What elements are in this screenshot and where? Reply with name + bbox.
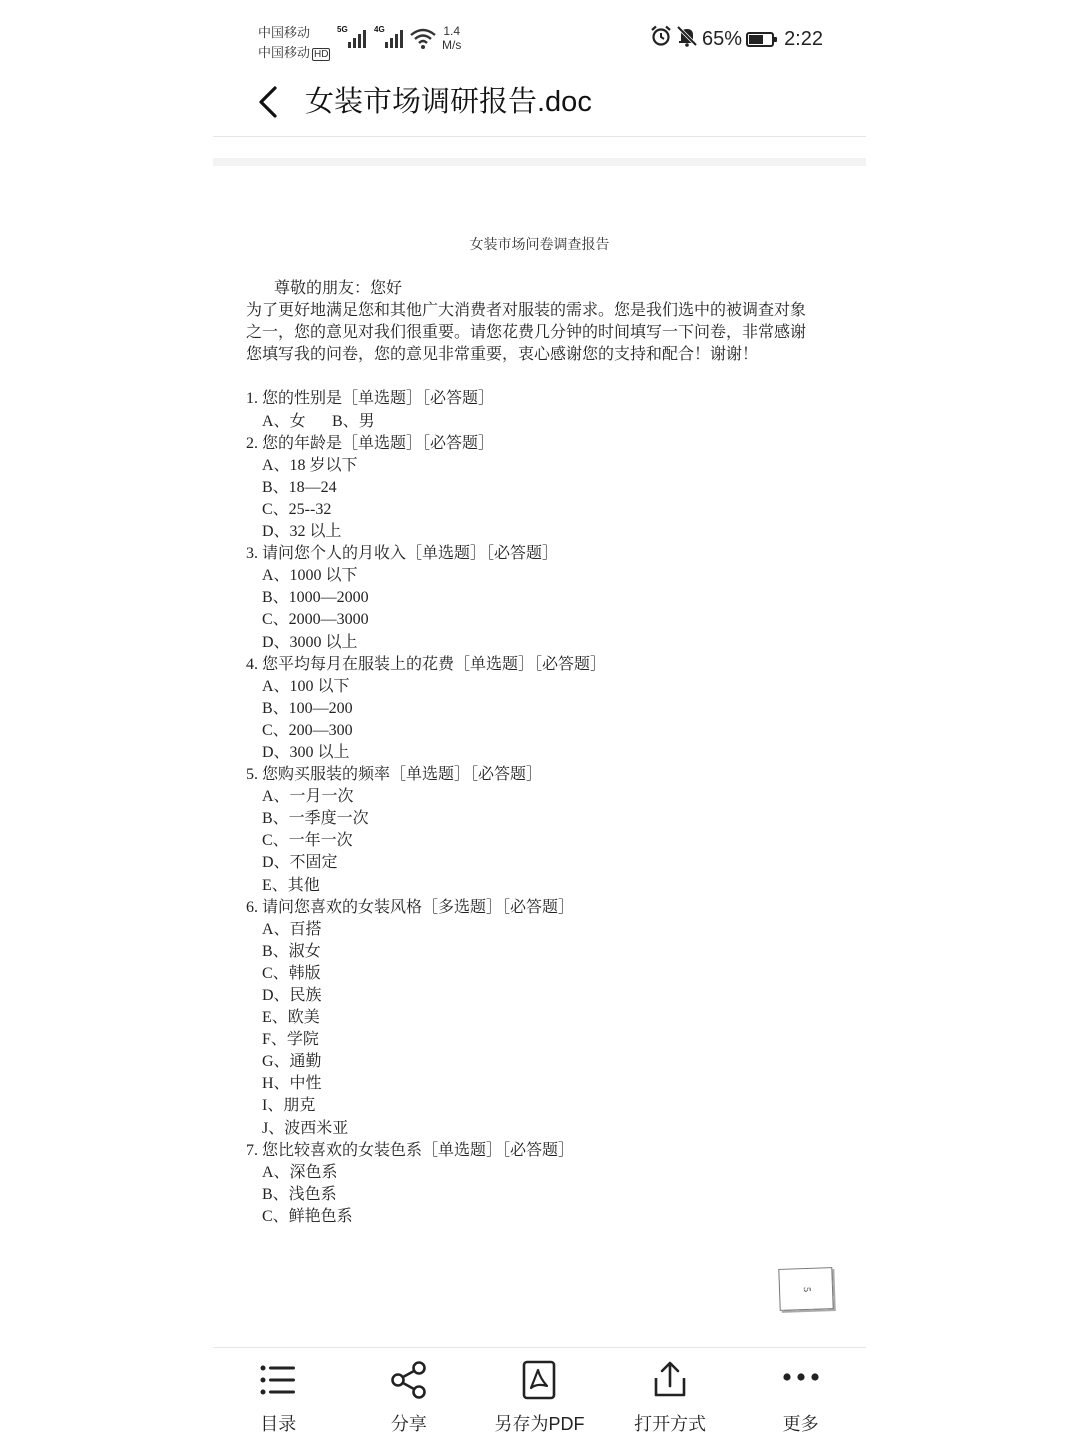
signal-2-icon — [374, 25, 405, 55]
option: D、3000 以上 — [262, 633, 358, 651]
share-button[interactable] — [344, 1348, 475, 1441]
option: C、鲜艳色系 — [262, 1207, 353, 1225]
toc-label: 目录 — [260, 1414, 297, 1434]
option: H、中性 — [262, 1075, 322, 1093]
question-6-title: 6. 请问您喜欢的女装风格［多选题］［必答题］ — [246, 898, 575, 916]
carrier-2-label: 中国移动 — [258, 45, 311, 60]
document-page[interactable] — [213, 166, 866, 1346]
document-body — [246, 278, 846, 1228]
page-number: 5 — [800, 1286, 812, 1292]
speed-unit: M/s — [442, 38, 462, 52]
share-icon — [389, 1360, 429, 1400]
bottom-toolbar — [213, 1347, 866, 1441]
option: A、100 以下 — [262, 677, 350, 695]
hd-badge: HD — [314, 49, 329, 60]
phone-screen — [213, 0, 866, 1440]
carrier-1: 中国移动 — [258, 25, 311, 40]
option: C、2000—3000 — [262, 611, 369, 629]
pdf-icon — [519, 1360, 559, 1400]
question-1-options — [246, 411, 846, 433]
option: A、1000 以下 — [262, 567, 358, 585]
signal-2-label: 4G — [374, 25, 385, 34]
battery-icon — [746, 32, 774, 47]
speed-value: 1.4 — [443, 24, 461, 38]
option: B、男 — [332, 412, 375, 430]
mute-bell-icon — [676, 25, 698, 53]
option: B、100—200 — [262, 699, 353, 717]
option: E、其他 — [262, 876, 320, 894]
toc-button[interactable] — [213, 1348, 344, 1441]
option: A、百搭 — [262, 920, 322, 938]
list-icon — [258, 1360, 298, 1400]
option: C、一年一次 — [262, 832, 353, 850]
more-button[interactable] — [735, 1348, 866, 1441]
status-bar — [213, 0, 866, 70]
title-bar — [213, 72, 866, 137]
option: C、25--32 — [262, 500, 332, 518]
option: B、浅色系 — [262, 1185, 337, 1203]
question-3-title: 3. 请问您个人的月收入［单选题］［必答题］ — [246, 545, 559, 563]
more-dots-icon — [781, 1360, 821, 1400]
option: A、深色系 — [262, 1163, 338, 1181]
greeting: 尊敬的朋友：您好 — [274, 280, 403, 297]
option: D、民族 — [262, 987, 322, 1004]
question-1-title: 1. 您的性别是［单选题］［必答题］ — [246, 390, 495, 408]
option: D、不固定 — [262, 854, 338, 872]
more-label: 更多 — [782, 1414, 819, 1434]
page-separator — [213, 158, 866, 166]
back-button[interactable] — [253, 82, 283, 122]
question-5-title: 5. 您购买服装的频率［单选题］［必答题］ — [246, 766, 543, 784]
option: C、200—300 — [262, 721, 353, 739]
option: B、1000—2000 — [262, 589, 369, 607]
page-number-badge — [778, 1267, 833, 1311]
clock: 2:22 — [784, 27, 823, 50]
open-with-label: 打开方式 — [634, 1414, 707, 1434]
signal-1-label: 5G — [337, 25, 348, 34]
option: B、一季度一次 — [262, 810, 369, 828]
option: A、女 — [262, 412, 306, 430]
chevron-left-icon — [253, 82, 283, 122]
alarm-icon — [650, 25, 672, 53]
option: J、波西米亚 — [262, 1119, 349, 1137]
share-label: 分享 — [390, 1414, 427, 1434]
save-as-pdf-button[interactable] — [474, 1348, 605, 1441]
save-as-pdf-label: 另存为PDF — [494, 1414, 585, 1434]
option: F、学院 — [262, 1031, 319, 1049]
network-speed — [442, 24, 461, 52]
document-heading: 女装市场问卷调查报告 — [469, 238, 610, 253]
option: C、韩版 — [262, 964, 321, 982]
battery-fill — [749, 35, 763, 44]
question-2-title: 2. 您的年龄是［单选题］［必答题］ — [246, 434, 495, 452]
signal-1-icon — [337, 25, 368, 55]
blank-line — [246, 366, 846, 388]
upload-icon — [650, 1360, 690, 1400]
document-title: 女装市场调研报告.doc — [305, 86, 592, 118]
option: G、通勤 — [262, 1053, 322, 1071]
option: A、一月一次 — [262, 788, 354, 806]
option: A、18 岁以下 — [262, 456, 358, 474]
intro-line: 您填写我的问卷，您的意见非常重要，衷心感谢您的支持和配合！谢谢！ — [246, 346, 759, 364]
wifi-icon — [409, 26, 437, 55]
question-4-title: 4. 您平均每月在服装上的花费［单选题］［必答题］ — [246, 655, 607, 673]
option: D、32 以上 — [262, 523, 342, 541]
intro-line: 为了更好地满足您和其他广大消费者对服装的需求。您是我们选中的被调查对象 — [246, 302, 807, 320]
option: I、朋克 — [262, 1097, 316, 1115]
option: D、300 以上 — [262, 743, 350, 761]
option: B、淑女 — [262, 942, 321, 960]
battery-percent: 65% — [702, 27, 743, 50]
option: B、18—24 — [262, 478, 337, 496]
status-right — [650, 27, 823, 51]
open-with-button[interactable] — [605, 1348, 736, 1441]
option: E、欧美 — [262, 1009, 320, 1027]
intro-line: 之一，您的意见对我们很重要。请您花费几分钟的时间填写一下问卷，非常感谢 — [246, 324, 807, 342]
carrier-2 — [258, 42, 330, 61]
question-7-title: 7. 您比较喜欢的女装色系［单选题］［必答题］ — [246, 1141, 575, 1159]
